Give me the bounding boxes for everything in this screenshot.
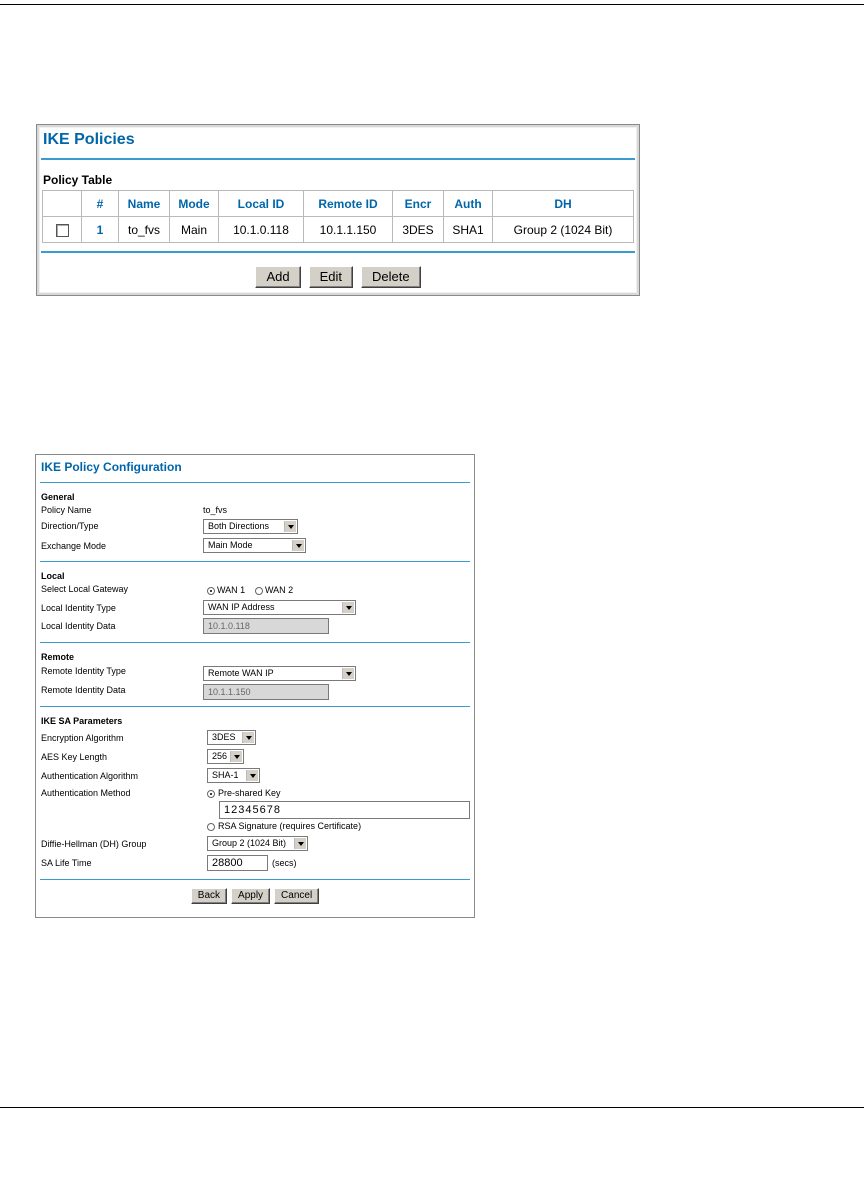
section-local: Local — [41, 571, 65, 581]
cancel-button[interactable]: Cancel — [274, 888, 319, 904]
row-remote-id: 10.1.1.150 — [304, 217, 393, 243]
column-header-dh: DH — [493, 191, 634, 217]
pre-shared-key-radio[interactable] — [207, 790, 215, 798]
authentication-algorithm-label: Authentication Algorithm — [41, 771, 139, 781]
rsa-signature-radio[interactable] — [207, 823, 215, 831]
section-general: General — [41, 492, 75, 502]
remote-identity-type-label: Remote Identity Type — [41, 666, 126, 676]
column-header-num: # — [82, 191, 119, 217]
delete-button[interactable]: Delete — [361, 266, 421, 288]
encryption-algorithm-label: Encryption Algorithm — [41, 733, 124, 743]
column-header-remote-id: Remote ID — [304, 191, 393, 217]
column-header-auth: Auth — [444, 191, 493, 217]
policy-name-label: Policy Name — [41, 505, 92, 515]
remote-identity-type-value: Remote WAN IP — [208, 668, 274, 678]
row-dh: Group 2 (1024 Bit) — [493, 217, 634, 243]
encryption-algorithm-select[interactable] — [207, 730, 256, 745]
row-name: to_fvs — [119, 217, 170, 243]
config-actions — [36, 888, 474, 904]
dh-group-value: Group 2 (1024 Bit) — [212, 838, 287, 848]
top-rule — [0, 4, 864, 5]
bottom-rule — [0, 1107, 864, 1108]
policy-table — [42, 190, 634, 243]
chevron-down-icon — [292, 540, 304, 551]
sa-lifetime-unit: (secs) — [272, 858, 297, 868]
config-title: IKE Policy Configuration — [41, 460, 182, 474]
row-auth: SHA1 — [444, 217, 493, 243]
table-header-row — [43, 191, 634, 217]
select-column-header — [43, 191, 82, 217]
column-header-mode: Mode — [170, 191, 219, 217]
encryption-algorithm-value: 3DES — [212, 732, 236, 742]
authentication-method-label: Authentication Method — [41, 788, 131, 798]
column-header-encr: Encr — [393, 191, 444, 217]
exchange-mode-value: Main Mode — [208, 540, 253, 550]
dh-group-label: Diffie-Hellman (DH) Group — [41, 839, 147, 849]
row-checkbox[interactable] — [56, 224, 69, 237]
chevron-down-icon — [242, 732, 254, 743]
column-header-local-id: Local ID — [219, 191, 304, 217]
chevron-down-icon — [342, 668, 354, 679]
pre-shared-key-field[interactable]: 12345678 — [219, 801, 470, 819]
policy-actions — [37, 266, 639, 288]
local-identity-type-value: WAN IP Address — [208, 602, 275, 612]
sa-lifetime-field[interactable]: 28800 — [207, 855, 268, 871]
page-title: IKE Policies — [43, 131, 135, 148]
chevron-down-icon — [294, 838, 306, 849]
row-encr: 3DES — [393, 217, 444, 243]
local-gateway-label: Select Local Gateway — [41, 584, 129, 594]
chevron-down-icon — [246, 770, 258, 781]
direction-type-label: Direction/Type — [41, 521, 99, 531]
table-row — [43, 217, 634, 243]
edit-button[interactable]: Edit — [309, 266, 353, 288]
section-remote: Remote — [41, 652, 75, 662]
exchange-mode-select[interactable] — [203, 538, 306, 553]
row-select-cell — [43, 217, 82, 243]
local-identity-type-label: Local Identity Type — [41, 603, 116, 613]
remote-identity-type-select[interactable] — [203, 666, 356, 681]
local-identity-type-select[interactable] — [203, 600, 356, 615]
direction-type-select[interactable] — [203, 519, 298, 534]
divider — [41, 158, 635, 160]
wan1-radio[interactable] — [207, 587, 215, 595]
local-identity-data-field[interactable]: 10.1.0.118 — [203, 618, 329, 634]
exchange-mode-label: Exchange Mode — [41, 541, 107, 551]
add-button[interactable]: Add — [255, 266, 300, 288]
back-button[interactable]: Back — [191, 888, 227, 904]
apply-button[interactable]: Apply — [231, 888, 270, 904]
rsa-signature-label: RSA Signature (requires Certificate) — [218, 821, 362, 831]
row-mode: Main — [170, 217, 219, 243]
column-header-name: Name — [119, 191, 170, 217]
ike-policies-panel — [36, 124, 640, 296]
remote-identity-data-field[interactable]: 10.1.1.150 — [203, 684, 329, 700]
divider — [40, 642, 470, 643]
divider — [40, 706, 470, 707]
sa-lifetime-label: SA Life Time — [41, 858, 92, 868]
policy-table-title: Policy Table — [43, 173, 113, 187]
row-local-id: 10.1.0.118 — [219, 217, 304, 243]
wan2-radio[interactable] — [255, 587, 263, 595]
chevron-down-icon — [230, 751, 242, 762]
aes-key-length-label: AES Key Length — [41, 752, 108, 762]
wan2-label: WAN 2 — [265, 585, 294, 595]
wan1-label: WAN 1 — [217, 585, 246, 595]
pre-shared-key-label: Pre-shared Key — [218, 788, 281, 798]
dh-group-select[interactable] — [207, 836, 308, 851]
direction-type-value: Both Directions — [208, 521, 270, 531]
authentication-algorithm-select[interactable] — [207, 768, 260, 783]
policy-name-value: to_fvs — [203, 505, 228, 515]
chevron-down-icon — [342, 602, 354, 613]
aes-key-length-select[interactable] — [207, 749, 244, 764]
aes-key-length-value: 256 — [212, 751, 228, 761]
divider — [40, 561, 470, 562]
ike-policy-config-panel — [35, 454, 475, 918]
authentication-algorithm-value: SHA-1 — [212, 770, 239, 780]
local-identity-data-label: Local Identity Data — [41, 621, 116, 631]
section-ike-sa-parameters: IKE SA Parameters — [41, 716, 123, 726]
divider — [40, 879, 470, 880]
chevron-down-icon — [284, 521, 296, 532]
remote-identity-data-label: Remote Identity Data — [41, 685, 126, 695]
row-number[interactable]: 1 — [82, 217, 119, 243]
divider — [41, 251, 635, 253]
divider — [40, 482, 470, 483]
